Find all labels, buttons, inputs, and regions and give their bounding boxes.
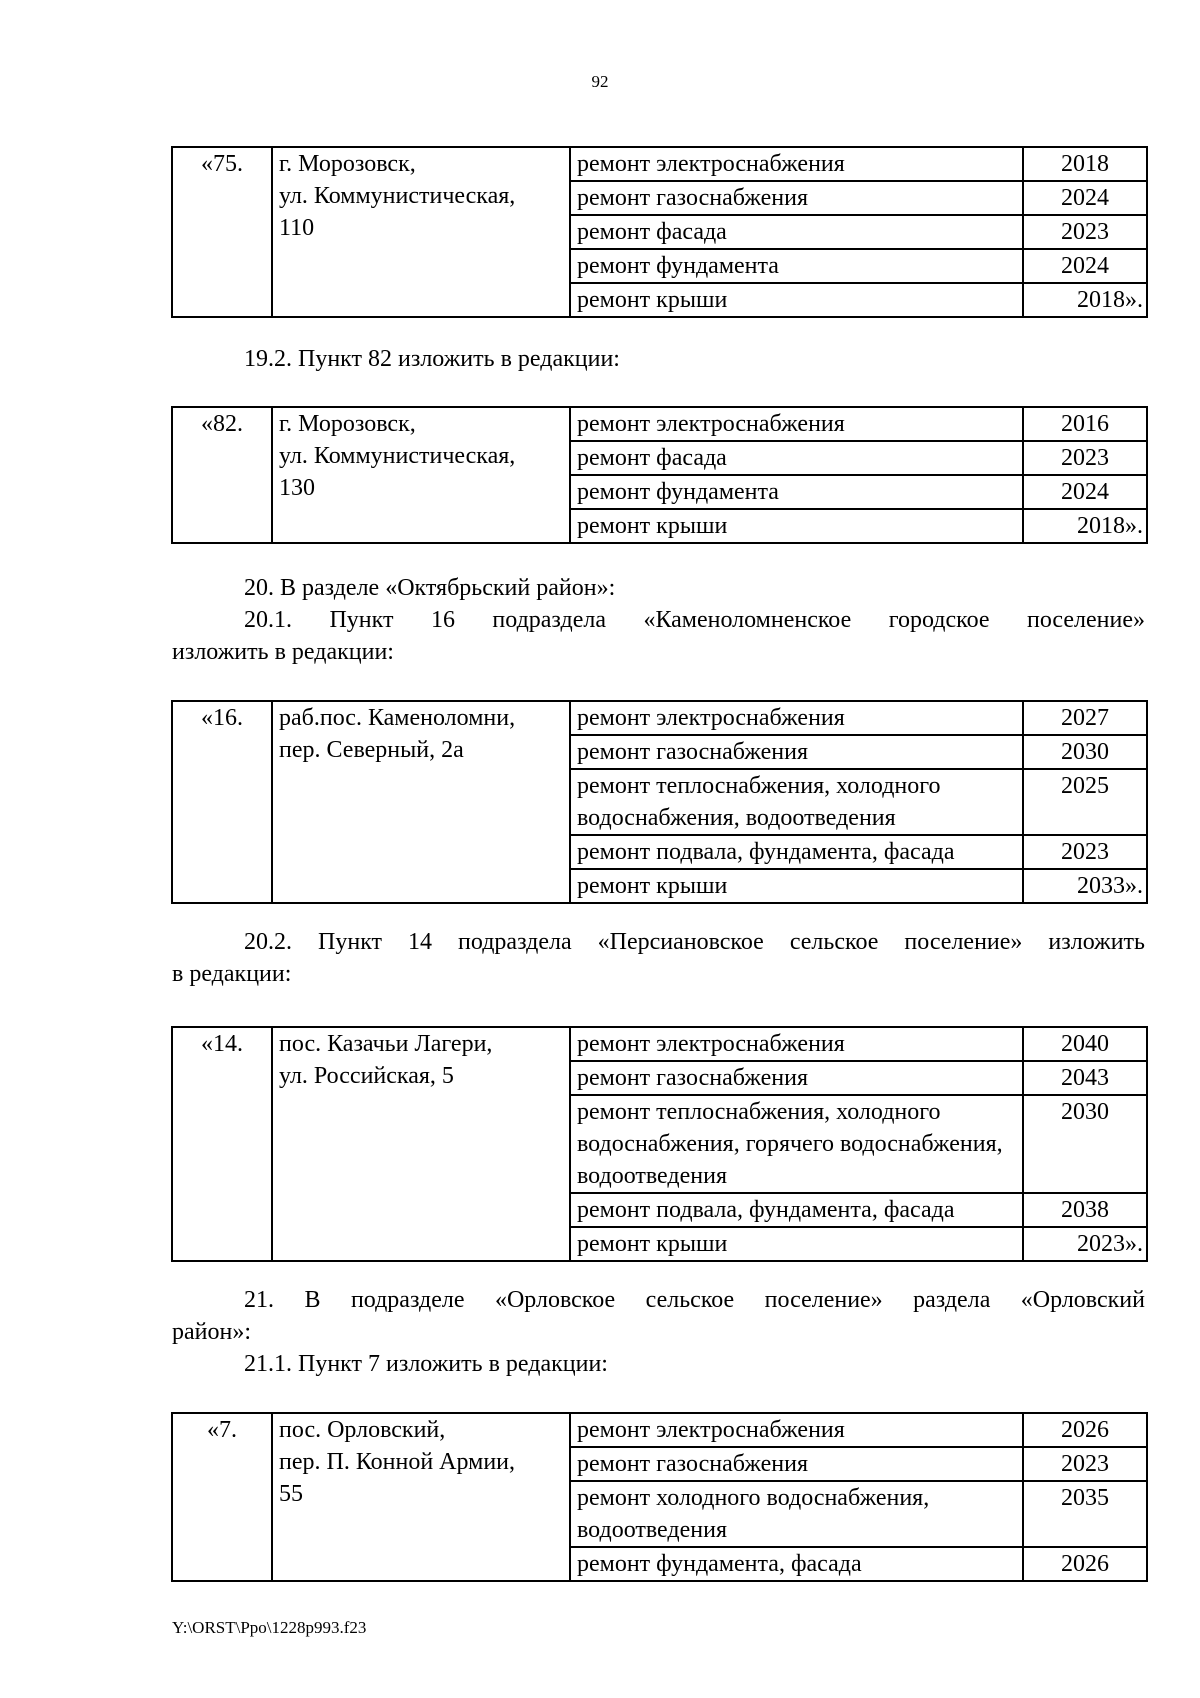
- paragraph-20: 20. В разделе «Октябрьский район»:: [244, 575, 616, 601]
- paragraph-21-line2: район»:: [172, 1319, 252, 1345]
- item-address: пос. Орловский, пер. П. Конной Армии, 55: [272, 1413, 570, 1581]
- work-type: ремонт электроснабжения: [570, 407, 1023, 441]
- paragraph-19-2: 19.2. Пункт 82 изложить в редакции:: [244, 346, 620, 372]
- item-number: «16.: [172, 701, 272, 903]
- work-year: 2038: [1023, 1193, 1147, 1227]
- repair-table-item-82: [171, 406, 1148, 544]
- work-year: 2024: [1023, 249, 1147, 283]
- paragraph-20-1-line2: изложить в редакции:: [172, 639, 394, 665]
- paragraph-20-2-line1: 20.2. Пункт 14 подраздела «Персиановское сельское поселение» изложить: [244, 929, 1145, 955]
- work-type: ремонт крыши: [570, 869, 1023, 903]
- work-year: 2018».: [1023, 283, 1147, 317]
- work-type: ремонт газоснабжения: [570, 735, 1023, 769]
- work-type: ремонт газоснабжения: [570, 1447, 1023, 1481]
- work-type: ремонт электроснабжения: [570, 1027, 1023, 1061]
- work-year: 2033».: [1023, 869, 1147, 903]
- work-type: ремонт электроснабжения: [570, 1413, 1023, 1447]
- work-year: 2027: [1023, 701, 1147, 735]
- file-path-footer: Y:\ORST\Ppo\1228p993.f23: [172, 1618, 367, 1637]
- work-type: ремонт холодного водоснабжения, водоотведения: [570, 1481, 1023, 1547]
- work-type: ремонт электроснабжения: [570, 701, 1023, 735]
- item-address: раб.пос. Каменоломни, пер. Северный, 2а: [272, 701, 570, 903]
- work-year: 2026: [1023, 1547, 1147, 1581]
- work-year: 2018: [1023, 147, 1147, 181]
- item-address: пос. Казачьи Лагери, ул. Российская, 5: [272, 1027, 570, 1261]
- item-number: «82.: [172, 407, 272, 543]
- work-year: 2043: [1023, 1061, 1147, 1095]
- work-year: 2040: [1023, 1027, 1147, 1061]
- work-year: 2035: [1023, 1481, 1147, 1547]
- work-year: 2024: [1023, 475, 1147, 509]
- work-year: 2018».: [1023, 509, 1147, 543]
- work-type: ремонт теплоснабжения, холодного водоснабжения, горячего водоснабжения, водоотведения: [570, 1095, 1023, 1193]
- work-year: 2026: [1023, 1413, 1147, 1447]
- work-type: ремонт фундамента: [570, 475, 1023, 509]
- paragraph-21-1: 21.1. Пункт 7 изложить в редакции:: [244, 1351, 608, 1377]
- work-year: 2024: [1023, 181, 1147, 215]
- repair-table-item-7: [171, 1412, 1148, 1582]
- work-type: ремонт подвала, фундамента, фасада: [570, 835, 1023, 869]
- repair-table-item-75: [171, 146, 1148, 318]
- item-address: г. Морозовск, ул. Коммунистическая, 110: [272, 147, 570, 317]
- work-type: ремонт электроснабжения: [570, 147, 1023, 181]
- work-type: ремонт фундамента, фасада: [570, 1547, 1023, 1581]
- work-year: 2023: [1023, 441, 1147, 475]
- work-year: 2030: [1023, 1095, 1147, 1193]
- item-number: «7.: [172, 1413, 272, 1581]
- work-type: ремонт крыши: [570, 283, 1023, 317]
- work-year: 2023: [1023, 1447, 1147, 1481]
- work-type: ремонт крыши: [570, 1227, 1023, 1261]
- work-type: ремонт фасада: [570, 215, 1023, 249]
- work-year: 2030: [1023, 735, 1147, 769]
- work-type: ремонт газоснабжения: [570, 181, 1023, 215]
- work-type: ремонт фундамента: [570, 249, 1023, 283]
- work-year: 2025: [1023, 769, 1147, 835]
- work-type: ремонт теплоснабжения, холодного водоснабжения, водоотведения: [570, 769, 1023, 835]
- item-number: «75.: [172, 147, 272, 317]
- work-type: ремонт подвала, фундамента, фасада: [570, 1193, 1023, 1227]
- work-type: ремонт газоснабжения: [570, 1061, 1023, 1095]
- item-address: г. Морозовск, ул. Коммунистическая, 130: [272, 407, 570, 543]
- paragraph-20-2-line2: в редакции:: [172, 961, 292, 987]
- work-year: 2023: [1023, 215, 1147, 249]
- repair-table-item-14: [171, 1026, 1148, 1262]
- work-type: ремонт фасада: [570, 441, 1023, 475]
- item-number: «14.: [172, 1027, 272, 1261]
- paragraph-21-line1: 21. В подразделе «Орловское сельское поселение» раздела «Орловский: [244, 1287, 1145, 1313]
- work-year: 2023».: [1023, 1227, 1147, 1261]
- work-year: 2023: [1023, 835, 1147, 869]
- work-year: 2016: [1023, 407, 1147, 441]
- page-number: 92: [591, 72, 609, 91]
- work-type: ремонт крыши: [570, 509, 1023, 543]
- paragraph-20-1-line1: 20.1. Пункт 16 подраздела «Каменоломненское городское поселение»: [244, 607, 1145, 633]
- repair-table-item-16: [171, 700, 1148, 904]
